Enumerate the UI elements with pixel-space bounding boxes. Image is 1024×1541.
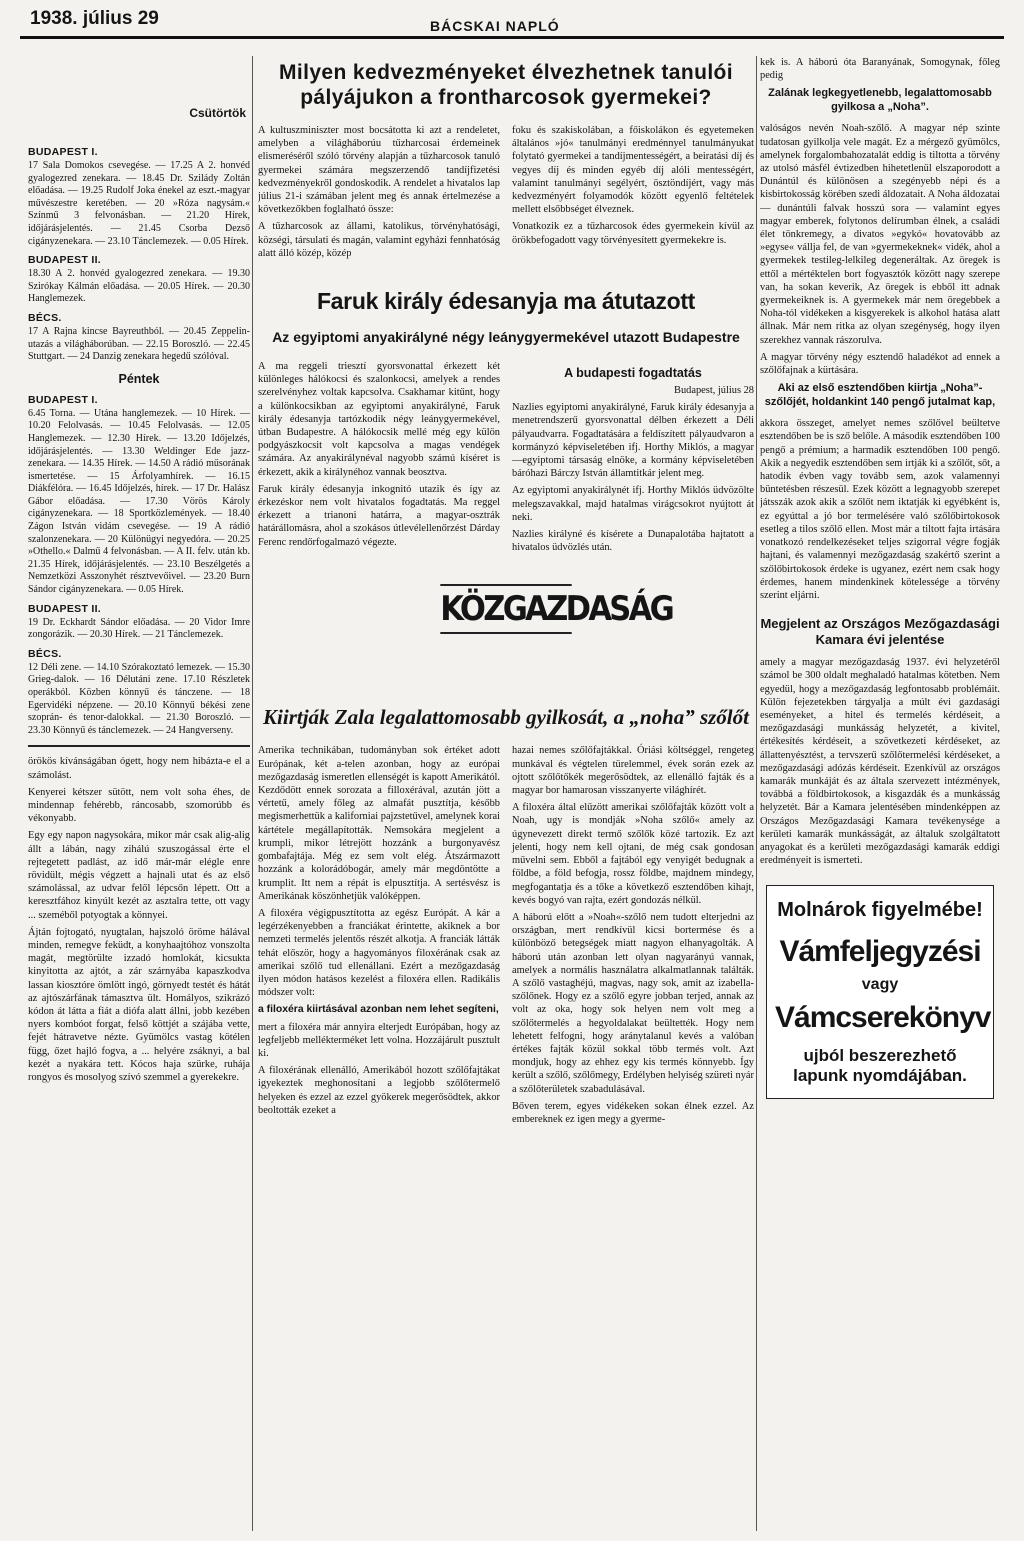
radio-column xyxy=(28,56,250,1536)
story-paragraph: Kenyerei kétszer sütött, nem volt soha éhes, de mindennap fehérebb, ráncosabb, szomorúbb és vékonyabb. xyxy=(28,786,250,825)
station-title: BÉCS. xyxy=(28,647,62,660)
ad-line: Vámfeljegyzési xyxy=(779,935,981,969)
column-divider xyxy=(756,56,757,1531)
article-paragraph: valóságos nevén Noah-szőlő. A magyar nép szinte tudatosan gyilkolja vele magát. Ez a mérgező gyümölcs, amelynek forgalombahozatalát eddig is tiltotta a törvény az utolsó másfél évtizedben hihetetlenül elszaporodott a Dunántúl és különösen a szegényebb népi és a kisbirtokosság körében szedi áldozatait. A Noha áldozatai — dunántúli falvak hosszú sora — valamint egyes magyar emberek, folytonos delírumban élnek, a családi élet tönkremegy, a divatos »egykó« hovatovább az »egyse« vállja fel, de van »gyermekeknek« vidék, ahol a gyermekek testileg-lelkileg degeneráltak. Az öregek is ettől a mértéktelen bort fogyasztók között nagy szerepe van, ha sokan keverik, Az öregek is ebből itt adnak gyermekeiknek is. A gyermekek már nem öregebbek a Noha-tól vidékeken a kisgyerekek is alkohol hatása alatt állnak. Már nem ritka az olyan szegénység, hogy ilyen szerekhez vannak rászorulva. xyxy=(760,123,1000,346)
station-title: BUDAPEST II. xyxy=(28,254,102,267)
article-paragraph: A filoxérának ellenálló, Amerikából hozott szőlőfajtákat igyekeztek meghonosítani a legjobb szőlőtermelő helyeken és ezzel az ezzel gyökerek megerősödtek, akkor beoltották ezeket a xyxy=(258,1065,500,1116)
article-paragraph: hazai nemes szőlőfajtákkal. Óriási költséggel, rengeteg munkával és végtelen türelemmel, évek során ezek az ojtott szőlőtőkék megerősödtek, az ellenálló fajták és a magyar bor hamarosan visszanyerte világhírét. xyxy=(512,745,754,797)
program-text: 6.45 Torna. — Utána hanglemezek. — 10 Hírek. — 10.20 Felolvasás. — 10.45 Felolvasás. — 12.05 Hanglemezek. — 12.30 Hírek. — 13.20 Időjelzés, időjárásjelentés. — 13.30 Weldinger Ede jazz-zenekara. — 14.35 Hírek. — 14.50 A rádió műsorának ismertetése. — 15 Árfolyamhírek. — 16.15 Diákfélóra. — 16.45 Időjelzés, hírek. — 17 Dr. Halász Gábor előadása. — 17.30 Vörös Károly cigányzenekara. — 18 Sportközlemények. — 18.40 Zágon István vidám csevegése. — 19 A rádió szalonzenekara. — 20 Különügyi negyedóra. — 20.25 »Othello.« Dalmű 4 felvonásban. — A II. felv. után kb. 21.35 Hírek, időjárásjelentés. — 23.10 Beszélgetés a Nemzetközi Asszonyhét résztvevőivel. — 23.20 Burn Sándor cigányzenekara. — 0.05 Hírek. xyxy=(28,407,250,596)
ad-title: Molnárok figyelmébe! xyxy=(777,899,983,922)
article-headline-kamara: Megjelent az Országos Mezőgazdasági Kamara évi jelentése xyxy=(760,616,1000,648)
article-paragraph: Nazlies királyné és kísérete a Dunapalotába hajtatott a hivatalos üdvözlés után. xyxy=(512,529,754,554)
header-rule xyxy=(20,36,1004,39)
article-subheading-jutalom: Aki az első esztendőben kiirtja „Noha”-szőlőjét, holdankint 140 pengő jutalmat kap, xyxy=(764,382,996,409)
masthead: BÁCSKAI NAPLÓ xyxy=(430,18,560,34)
program-text: 17 Sala Domokos csevegése. — 17.25 A 2. honvéd gyalogezred zenekara. — 18.45 Dr. Szilády Zoltán előadása. — 19.25 Rudolf Joka énekel az eszt.-magyar művészestre keretében. — 20 »Róza nagysám.« Színmű 3 felvonásban. — 21.20 Hírek, időjárásjelentés. — 21.45 Csorba Dezső cigányzenekara. — 23.10 Tánclemezek. — 0.05 Hírek. xyxy=(28,160,250,247)
station-title: BUDAPEST II. xyxy=(28,602,102,615)
right-column xyxy=(760,56,1000,1536)
article-paragraph: amely a magyar mezőgazdaság 1937. évi helyzetéről számol be 300 oldalt meghaladó hatalmas kötetben. Nem egyedül, hogy a mezőgazdaság legfontosabb problémáit. Külön fejezetekben tárgyalja a múlt évi gazdasági eseményeket, a hitel és termelés kérdéseit, a mezőgazdasági munkásság helyzetét, a kivitel, értékesítés kérdéseit, a szövetkezeti kérdéseket, az állattenyésztést, a tervszerű szőlőtermelési kérdéseket, a mezőgazdasági adózás kérdéseit. Ezenkívül az országos kamarák munkáját és az általa szervezett intézmények, továbbá a földbirtokosok, a kisgazdák és a munkásság helyzetét. Bár a Kamara jelentésében mindenképpen az Országos Mezőgazdasági Kamara tevékenysége a kerületi kamarák munkásságát, az általuk szolgáltatott anyagokat és a kerületi mezőgazdasági kamarák eddigi eredményeit is ismerteti. xyxy=(760,657,1000,867)
article-subheading-noha: Zalának legkegyetlenebb, legalattomosabb gyilkosa a „Noha”. xyxy=(768,87,992,114)
section-logo-kozgazdasag: KÖZGAZDASÁG xyxy=(440,584,571,634)
station-title: BUDAPEST I. xyxy=(28,146,98,158)
program-text: 18.30 A 2. honvéd gyalogezred zenekara. — 19.30 Szirókay Kálmán előadása. — 20.05 Hírek. — 20.30 Hanglemezek. xyxy=(28,268,250,305)
issue-date: 1938. július 29 xyxy=(30,8,159,29)
station-title: BÉCS. xyxy=(28,311,62,324)
ad-line: vagy xyxy=(861,976,899,994)
program-text: 17 A Rajna kincse Bayreuthból. — 20.45 Zeppelin-utazás a világháborúban. — 22.15 Boroszló. — 22.45 Stuttgart. — 24 Danzig zenekara hegedű szólóval. xyxy=(28,325,250,363)
article-paragraph: Vonatkozik ez a tűzharcosok édes gyermekein kívül az örökbefogadott vagy törvényesített gyermekekre is. xyxy=(512,221,754,246)
article-paragraph: akkora összeget, amelyet nemes szőlővel beültetve esztendőben be is sző belőle. A második esztendőben 100 pengő a prémium; a harmadik esztendőben 100 pengő. Akik a negyedik esztendőben sem irtják ki a szőlőt, sőt, a hatodik évben vagy tovább sem, azok valamennyi büntetésben részesül. Ezek között a legnagyobb szerepet játsszák azok akik a szőlőt nem iktatják ki egyébként is, ez egyúttal a jó bor termelésére való szőlőbirtokosok esetleg a tilos szőlő ellen. Most már a tiltott fajta irtására vonatkozó rendelkezéseket teljes szigorral végre fogják hajtani, és valamennyi mezőgazdaság szakértő szerint a szőlőbirtokosok érdeke is ugyanez, ezért nem csak hogy érdemes, hanem mindenkinek kötelessége a törvény szerint eljárni. xyxy=(760,418,1000,601)
article-paragraph: kek is. A háború óta Baranyának, Somogynak, főleg pedig xyxy=(760,57,1000,82)
article-body-faruk xyxy=(258,360,754,558)
day-heading-thursday: Csütörtök xyxy=(189,106,246,120)
article-subheadline-faruk: Az egyiptomi anyakirályné négy leánygyermekével utazott Budapestre xyxy=(272,329,740,346)
day-heading-friday: Péntek xyxy=(118,371,160,386)
article-paragraph: mert a filoxéra már annyira elterjedt Európában, hogy az legfeljebb mellékterméket lett volna. Hozzájárult pusztult ki. xyxy=(258,1021,500,1059)
article-paragraph: A magyar törvény négy esztendő haladékot ad ennek a szőlőfajnak a kürtására. xyxy=(760,351,1000,377)
article-paragraph: A filoxéra által elűzött amerikai szőlőfajták között volt a Noah, ugy is mondják »Noha szőlő« amely az úgynevezett direkt termő szőlők közé tartozik. Ez azt jelenti, hogy nem kell ojtani, de még csak gondosan művelni sem. Ebből a fajtából egy venyigét bedugnak a földbe, a föld befogja, rossz földbe, majdnem mindegy, megfogantatja és a tőke a következő esztendőben kihajt, kevés bogyó van rajta, ezért gondozás nélkül. xyxy=(512,802,754,906)
article-paragraph: Amerika technikában, tudományban sok értéket adott Európának, két a-telen azonban, hogy az európai mezőgazdaság ismeretlen ellenségét is kapott Amerikától. Kezdődött ennek sorozata a filloxérával, azután jött a vértetű, amely főleg az almafát pusztítja, később megismerhettük a kaliforniai pajzstetűvel, amelynek korai kártétele megállapították. Nemsokára megjelent a krumpli, mikor létrejött hozzánk a burgonyavész gombafajtája. Még ez sem volt elég. Átszármazott hozzánk a kolorádóbogár, amely már megdöntötte a krumplit. Itt nem a répát is elpusztítja. A sertésvész is Amerikának köszönhetjük valóképpen. xyxy=(258,745,500,902)
article-paragraph: A kultuszminiszter most bocsátotta ki azt a rendeletet, amelyben a világháborúu tűzharcosai érdemeinek elismeréséről szóló törvény alapján a tűzharcosok tanuló gyermekei számára megszerzendő tandíjfizetési kedvezményekről gondoskodik. A rendelet a hivatalos lap július 21-i számában jelent meg és annak értelmezése a következőkben foglalható össze: xyxy=(258,125,500,216)
article-body-frontharcos xyxy=(258,124,754,264)
article-paragraph: A háború előtt a »Noah«-szőlő nem tudott elterjedni az országban, mert rendkívül kicsi bortermése és a különböző betegségek miatt nagyon elhanyagolták. A háború után azonban lett olyan nagyarányú vannak, amelyek a normális használatra alkalmatlannak találták. A szőlő vastaghéjú, magvas, nagy sok, amit az izabella-szőlőnek. Hogy ez a szőlő egyre jobban terjed, annak az volt az oka, hogy sok helyen nem volt meg a szőlőtermelés a hegyoldalakat beültették. Hogy nem lehetett felfogni, hogy aránytalanul kevés a valóban értékes fajták közül sokkal több termés volt. Azt mondjuk, hogy az ehhez egy kis termés könnyebb. Így került a szőlő, szőlőmegy, Erdélyben helyiség szüreti nyár a szőlőterületek szabadulásával. xyxy=(512,911,754,1095)
program-text: 12 Déli zene. — 14.10 Szórakoztató lemezek. — 15.30 Grieg-dalok. — 16 Délutáni zene. 17.10 Részletek operákból. Közben könnyű és tánczene. — 18 Egervidéki népzene. — 20.10 Könnyű békési zene szoprán- és tenor-dalokkal. — 21.30 Boroszló. — 23.30 Könnyű és tánclemezek. — 24 Hangverseny. xyxy=(28,661,250,736)
article-paragraph: A filoxéra végigpusztította az egész Európát. A kár a legérzékenyebben a franciákat érintette, akiknek a bor nemzeti termelés jelentős részét alkotja. A franciák látták tehát először, hogy a hagyományos filoxérának csak az amerikai szőlő tud ellenállani. Ezért a mezőgazdaság ilyen módon hatásos kezelést a filoxéra ellen. Radikális módszer volt: xyxy=(258,907,500,999)
main-column xyxy=(258,56,754,1536)
article-paragraph: Bőven terem, egyes vidékeken sokan élnek ezzel. Az embereknek ez igen megy a gyerme- xyxy=(512,1100,754,1125)
ad-line: Vámcserekönyv xyxy=(775,1001,991,1035)
article-paragraph: A ma reggeli triesztí gyorsvonattal érkezett két különleges hálókocsi és szalonkocsi, amelyek a rendes szerelvényhez voltak kapcsolva. Csakhamar kitűnt, hogy a különkocsikban az egyiptomi anyakirályné, Faruk király édesanyja tartózkodik négy leánygyermekével, útban Budapestre. A hálókocsik mellé még egy külön podgyászkocsit volt kapcsolva a magas vendégek számára. Az anyakirálynéval nagyobb számú kíséret is érkezett, akik a királynéhoz vannak beosztva. xyxy=(258,361,500,478)
article-body-zala xyxy=(258,744,754,1130)
article-bold-line: a filoxéra kiirtásával azonban nem lehet segíteni, xyxy=(258,1004,499,1016)
article-headline-frontharcos: Milyen kedvezményeket élvezhetnek tanulói pályájukon a frontharcosok gyermekei? xyxy=(278,61,734,109)
column-divider xyxy=(252,56,253,1531)
article-paragraph: Faruk király édesanyja inkognitó utazik és így az érkezéskor nem volt hivatalos fogadtatás. Ma reggel érkezett a trianoni határra, a magyar-osztrák határállomásra, ahol a szokásos útlevélellenőrzést Dárday Ferenc rendőrfogalmazó végezte. xyxy=(258,483,500,548)
story-paragraph: Egy egy napon nagysokára, mikor már csak alig-alig állt a lábán, nagy zihálú szuszogással érte el rejtegetett padlást, az idő már-már elégle enre rövidült, mégis végzett a hajnali utat és az első számolással, az udvar felől lépcsőn lépett. Ott a keresztfához kinyúlt kezét az asztalra tette, ott vagy ... szeméből potyogtak a könnyei. xyxy=(28,830,250,921)
dateline: Budapest, július 28 xyxy=(674,385,754,397)
article-paragraph: Nazlies egyiptomi anyakirályné, Faruk király édesanyja a menetrendszerű gyorsvonattal délben érkezett a Déli pályaudvarra. Fogadtatására a feldíszített pályaudvaron a kormányzó képviseletében ifj. Horthy Miklós, a magyar—egyiptomi társaság elnöke, a kormány képviseletében báróhazi Bárczy István államtitkár jelent meg. xyxy=(512,402,754,480)
story-paragraph: örökös kívánságában ógett, hogy nem hibázta-e el a számolást. xyxy=(28,756,250,781)
article-headline-faruk: Faruk király édesanyja ma átutazott xyxy=(316,288,696,315)
page-header xyxy=(0,0,1024,42)
section-separator xyxy=(28,745,250,747)
program-text: 19 Dr. Eckhardt Sándor előadása. — 20 Vidor Imre zongorázik. — 20.30 Hírek. — 21 Tánclemezek. xyxy=(28,616,250,641)
article-paragraph: A tűzharcosok az állami, katolikus, törvényhatósági, községi, társulati és magán, valamint egyházi fennhatóság alatt álló közép, közép xyxy=(258,221,500,259)
section-subheading: A budapesti fogadtatás xyxy=(564,366,702,381)
station-title: BUDAPEST I. xyxy=(28,393,98,406)
article-headline-zala: Kiirtják Zala legalattomosabb gyilkosát, a „noha” szőlőt xyxy=(263,705,749,730)
article-paragraph: foku és szakiskolában, a főiskolákon és egyetemeken általános »jó« tanulmányi eredménnyel tanulmányukat folytató gyermekei a tandíjmentességért, a beiratási díj és vegyes díj és minden egyéb díj alóli mentességért, valamint tanulmányi segélyért, ösztöndíjért, vagy más kedvezményért folyamodók között egyenlő feltételek mellett elsőbbséget élveznek. xyxy=(512,125,754,216)
ad-footer: ujból beszerezhető lapunk nyomdájában. xyxy=(793,1046,967,1086)
article-paragraph: Az egyiptomi anyakirálynét ifj. Horthy Miklós üdvözölte melegszavakkal, majd hatalmas virágcsokrot nyújtott át neki. xyxy=(512,485,754,523)
advertisement-box xyxy=(766,885,994,1099)
story-paragraph: Ájtán fojtogató, nyugtalan, hajszoló öröme hálával minden, remegve feküdt, a konyhaajtóhoz vonszolta magát, megtörülte izzadó homlokát, kicsukta kinyitotta az ajtót, a zár szárnyába kapaszkodva lassan kiosztóre ömlött ingó, görnyedt testét és hátát az ajtószárfának támasztva ült. Homályos, szikrázó kódon át látta a fiát a diófa alatt állni, jobb kezében nyers kombóot forgat, felső köttjét a szájába vette, fejét hátravetve nézte. Gyümölcs vastag kötélen függ, őzet hajló fogva, a ... helyére zsáknyi, a bal kezét a nyakára tett. Kócos haja szürke, ruhája rongyos és mosolyog szívó szemmel a gyerekekre. xyxy=(28,926,250,1084)
